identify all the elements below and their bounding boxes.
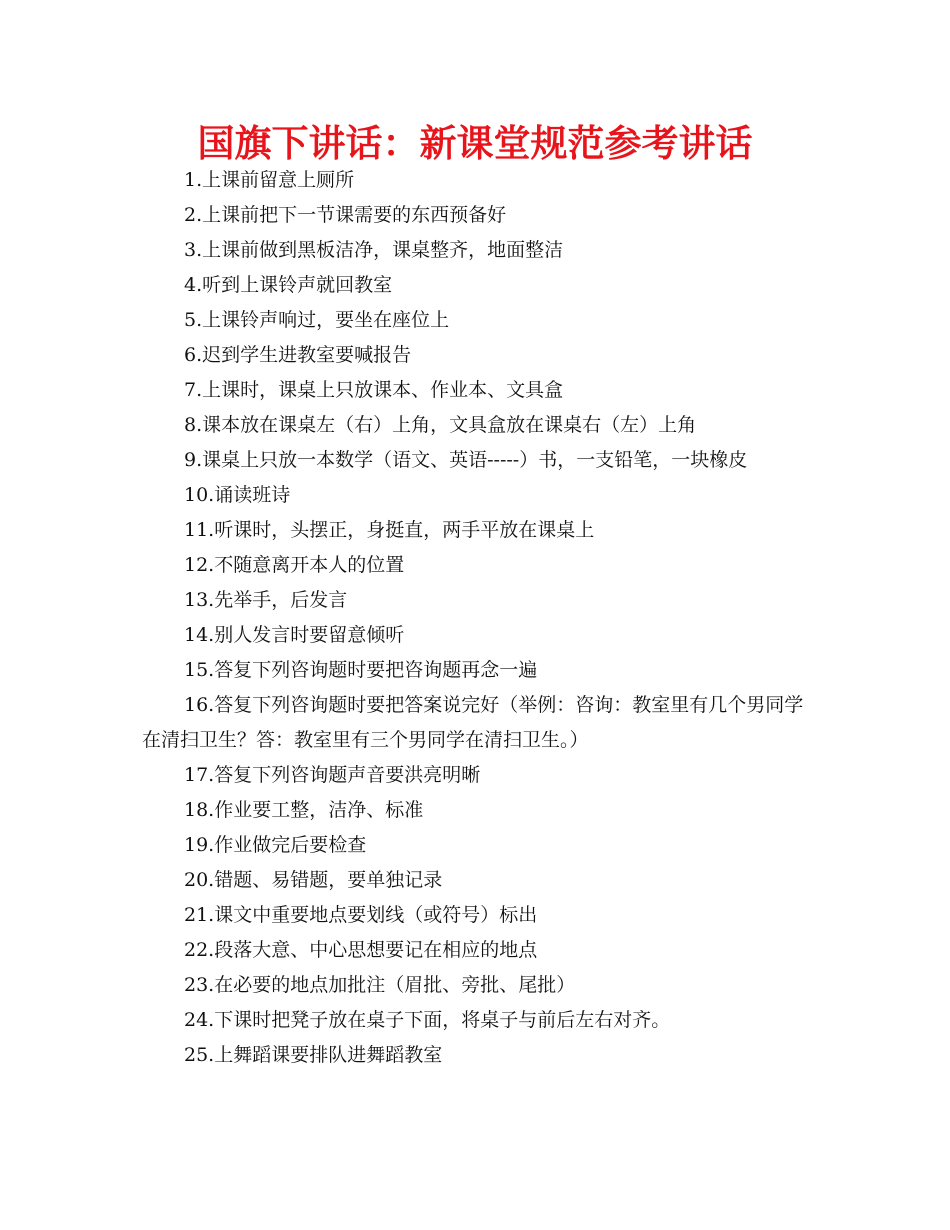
rule-list: [142, 163, 812, 1073]
list-item: 10.诵读班诗: [184, 484, 291, 506]
list-item: 17.答复下列咨询题声音要洪亮明晰: [184, 764, 481, 786]
list-item: 9.课桌上只放一本数学（语文、英语-----）书，一支铅笔，一块橡皮: [184, 449, 748, 471]
list-item: 21.课文中重要地点要划线（或符号）标出: [184, 904, 538, 926]
list-item: 20.错题、易错题，要单独记录: [184, 869, 443, 891]
list-item: 1.上课前留意上厕所: [184, 169, 355, 191]
list-item: 14.别人发言时要留意倾听: [184, 624, 405, 646]
list-item: 6.迟到学生进教室要喊报告: [184, 344, 412, 366]
list-item: 7.上课时，课桌上只放课本、作业本、文具盒: [184, 379, 564, 401]
list-item: 2.上课前把下一节课需要的东西预备好: [184, 204, 507, 226]
list-item: 25.上舞蹈课要排队进舞蹈教室: [184, 1044, 443, 1066]
list-item: 18.作业要工整，洁净、标准: [184, 799, 424, 821]
list-item: 12.不随意离开本人的位置: [184, 554, 405, 576]
list-item: 15.答复下列咨询题时要把咨询题再念一遍: [184, 659, 538, 681]
list-item: 24.下课时把凳子放在桌子下面，将桌子与前后左右对齐。: [184, 1009, 671, 1031]
list-item: 4.听到上课铃声就回教室: [184, 274, 393, 296]
list-item: 19.作业做完后要检查: [184, 834, 367, 856]
list-item: 16.答复下列咨询题时要把答案说完好（举例：咨询：教室里有几个男同学在清扫卫生？答：教室里有三个男同学在清扫卫生。）: [142, 694, 804, 751]
list-item: 23.在必要的地点加批注（眉批、旁批、尾批）: [184, 974, 576, 996]
list-item: 11.听课时，头摆正，身挺直，两手平放在课桌上: [184, 519, 595, 541]
list-item: 5.上课铃声响过，要坐在座位上: [184, 309, 450, 331]
list-item: 13.先举手，后发言: [184, 589, 348, 611]
list-item: 22.段落大意、中心思想要记在相应的地点: [184, 939, 538, 961]
document-title: 国旗下讲话：新课堂规范参考讲话: [197, 122, 753, 165]
list-item: 8.课本放在课桌左（右）上角，文具盒放在课桌右（左）上角: [184, 414, 697, 436]
list-item: 3.上课前做到黑板洁净，课桌整齐，地面整洁: [184, 239, 564, 261]
